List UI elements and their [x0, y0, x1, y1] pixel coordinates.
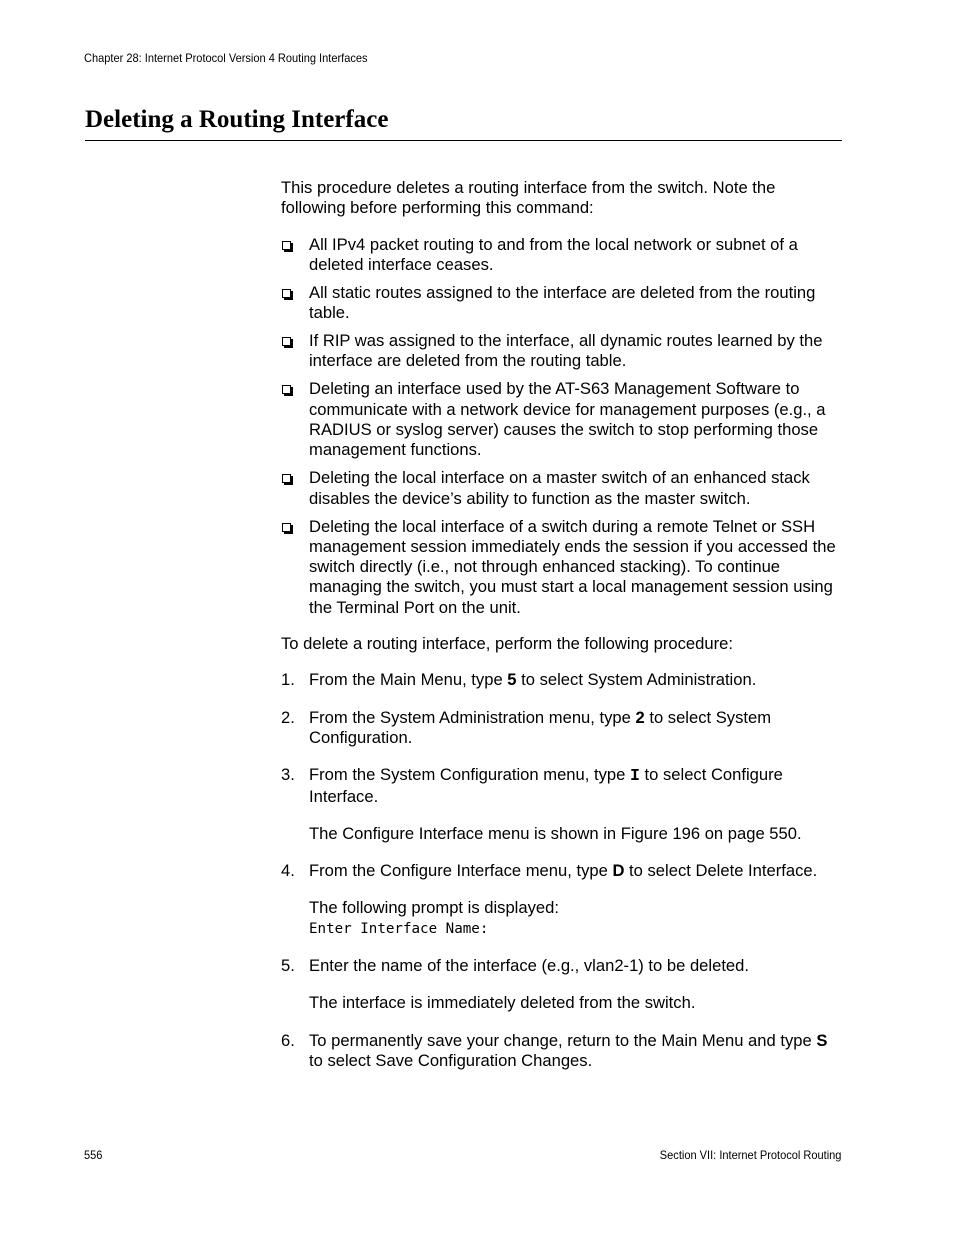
- list-item-text: Deleting an interface used by the AT-S63 Management Software to communicate with a network device for management purposes (e.g., a RADIUS or syslog server) causes the switch to stop performing those management functions.: [309, 379, 826, 460]
- step-number: 6.: [281, 1030, 295, 1050]
- step-6: [281, 1031, 843, 1072]
- checkbox-bullet-icon: [282, 523, 291, 532]
- procedure-steps: [281, 670, 843, 1071]
- notes-list: [281, 235, 843, 618]
- list-item: [281, 468, 843, 509]
- step-note: The following prompt is displayed:: [309, 898, 559, 918]
- step-2: [281, 708, 843, 749]
- step-text: From the Configure Interface menu, type D to select Delete Interface.: [309, 861, 818, 881]
- step-text: Enter the name of the interface (e.g., vlan2-1) to be deleted.: [309, 956, 750, 976]
- list-item: [281, 235, 843, 276]
- list-item: [281, 283, 843, 324]
- step-5: [281, 956, 843, 1014]
- list-item: [281, 331, 843, 372]
- title-rule: [85, 140, 842, 141]
- step-note: The Configure Interface menu is shown in Figure 196 on page 550.: [309, 823, 802, 843]
- step-number: 2.: [281, 707, 295, 727]
- step-number: 5.: [281, 956, 295, 976]
- menu-key: S: [816, 1030, 828, 1050]
- page-title: Deleting a Routing Interface: [85, 106, 389, 133]
- list-item: [281, 517, 843, 618]
- list-item-text: Deleting the local interface on a master switch of an enhanced stack disables the device’s ability to function as the master switch.: [309, 468, 810, 508]
- step-text: From the Main Menu, type 5 to select System Administration.: [309, 670, 757, 690]
- step-1: [281, 670, 843, 690]
- list-item-text: If RIP was assigned to the interface, all dynamic routes learned by the interface are deleted from the routing table.: [309, 331, 823, 371]
- list-item-text: Deleting the local interface of a switch during a remote Telnet or SSH management session immediately ends the session if you accessed the switch directly (i.e., not through enhanced stacking). To continue managing the switch, you must start a local management session using the Terminal Port on the unit.: [309, 516, 836, 617]
- intro-paragraph: This procedure deletes a routing interface from the switch. Note the following before performing this command:: [281, 178, 776, 218]
- page-number: 556: [84, 1148, 103, 1162]
- checkbox-bullet-icon: [282, 385, 291, 394]
- list-item-text: All static routes assigned to the interface are deleted from the routing table.: [309, 282, 816, 323]
- running-header: Chapter 28: Internet Protocol Version 4 Routing Interfaces: [84, 51, 368, 65]
- menu-key: D: [612, 861, 625, 881]
- section-footer: Section VII: Internet Protocol Routing: [659, 1148, 841, 1162]
- step-note: The interface is immediately deleted from the switch.: [309, 993, 696, 1013]
- step-number: 4.: [281, 861, 295, 881]
- checkbox-bullet-icon: [282, 241, 291, 250]
- step-text: To permanently save your change, return to the Main Menu and type S to select Save Configuration Changes.: [309, 1030, 828, 1070]
- menu-key: I: [629, 766, 640, 786]
- checkbox-bullet-icon: [282, 337, 291, 346]
- menu-key: 5: [507, 670, 517, 690]
- list-item: [281, 379, 843, 460]
- body-content: [281, 178, 843, 1088]
- step-number: 1.: [281, 670, 295, 690]
- step-3: [281, 765, 843, 844]
- step-text: From the System Configuration menu, type I to select Configure Interface.: [309, 765, 783, 806]
- checkbox-bullet-icon: [282, 474, 291, 483]
- step-text: From the System Administration menu, type 2 to select System Configuration.: [309, 707, 772, 747]
- list-item-text: All IPv4 packet routing to and from the local network or subnet of a deleted interface ceases.: [309, 234, 798, 274]
- procedure-lead: To delete a routing interface, perform the following procedure:: [281, 634, 733, 654]
- prompt-code: Enter Interface Name:: [309, 920, 489, 937]
- checkbox-bullet-icon: [282, 289, 291, 298]
- menu-key: 2: [635, 707, 645, 727]
- step-4: [281, 861, 843, 939]
- step-number: 3.: [281, 765, 295, 785]
